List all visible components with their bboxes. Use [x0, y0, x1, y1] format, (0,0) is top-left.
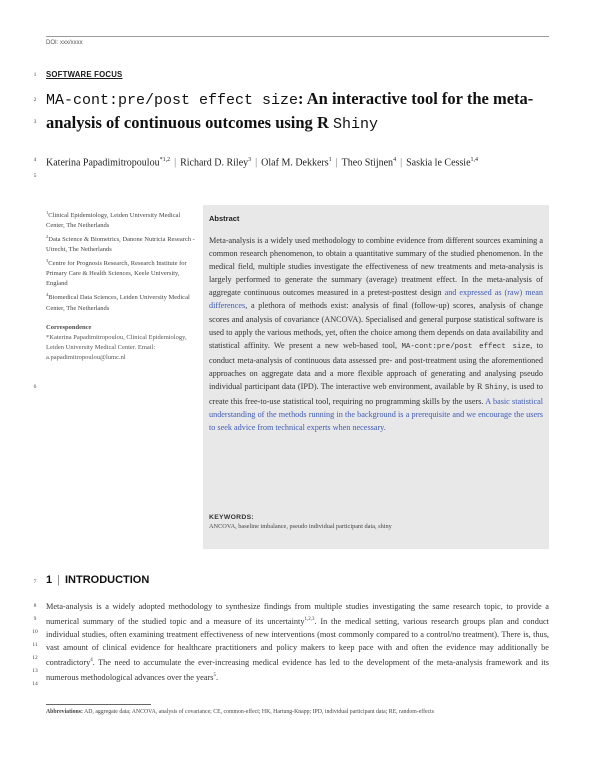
citation: 4: [90, 658, 93, 664]
correspondence-text: *Katerina Papadimitropoulou, Clinical Epidemiology, Leiden University Medical Center. Email: a.papadimitropoulou@lumc.nl: [46, 333, 187, 361]
line-number: 6: [33, 384, 37, 390]
author-affiliation-sup: *1,2: [159, 157, 171, 163]
affiliation: $^1$Clinical Epidemiology, Leiden University Medical Center, The Netherlands: [46, 210, 181, 230]
footnote-rule: [46, 704, 151, 705]
author-name: Katerina Papadimitropoulou: [46, 157, 160, 169]
header-rule: [46, 36, 549, 37]
title-tool-name: MA-cont:pre/post effect size: [46, 92, 299, 109]
line-number: 9: [33, 616, 37, 622]
citation: 5: [213, 673, 216, 678]
author-affiliation-sup: 1,4: [470, 157, 479, 163]
correspondence-heading: Correspondence: [46, 323, 92, 331]
title-text: : An interactive tool for the meta-analysis of continuous outcomes using: [46, 89, 534, 132]
abstract-highlight: A basic statistical understanding of the methods running in the background is a prerequisite and we encourage the users to seek advice from technical experts when necessary.: [209, 397, 543, 433]
keywords-text: ANCOVA, baseline imbalance, pseudo individual participant data, shiny: [209, 523, 392, 530]
article-title: [46, 88, 546, 136]
line-number: 10: [32, 629, 38, 635]
affiliation: $^2$Data Science & Biometrics, Danone Nutricia Research - Utrecht, The Netherlands: [46, 234, 195, 254]
doi-text: DOI: xxx/xxxx: [46, 40, 83, 46]
keywords-heading: KEYWORDS:: [209, 514, 254, 521]
line-number: 13: [32, 668, 38, 674]
abstract-heading: Abstract: [209, 214, 240, 223]
author-list: Katerina Papadimitropoulou$^{*1,2}$ | Richard D. Riley$^3$ | Olaf M. Dekkers$^1$ | Theo Stijnen$^4$ | Saskia le Cessie$^{1,4}$: [46, 157, 479, 169]
line-number: 7: [33, 579, 37, 585]
author-affiliation-sup: 1: [328, 157, 332, 163]
author-name: Theo Stijnen: [341, 157, 394, 169]
line-number: 14: [32, 681, 38, 687]
line-number: 12: [32, 655, 38, 661]
introduction-paragraph: Meta-analysis is a widely adopted methodology to synthesize findings from multiple studies investigating the same research topic, to provide a numerical summary of the studied topic and a measure of its uncertainty$^{1,2,3}$. In the medical setting, various research groups plan and conduct individual studies, often examining treatment effectiveness of new interventions (most commonly compared to a control/no treatment). There is, thus, vast amount of clinical evidence for healthcare practitioners and policy makers to keep pace with and often the evidence may additionally be contradictory$^4$. The need to accumulate the ever-increasing medical evidence has led to the development of the meta-analysis framework and its numerous methodological advances over the years$^5$.: [46, 602, 549, 682]
author-name: Olaf M. Dekkers: [261, 157, 329, 169]
line-number: 8: [33, 603, 37, 609]
abstract-tool-name: MA-cont:pre/post effect size: [401, 342, 531, 351]
line-number: 5: [33, 173, 37, 179]
line-number: 11: [32, 642, 38, 648]
affiliation: $^4$Biomedical Data Sciences, Leiden University Medical Center, The Netherlands: [46, 292, 190, 312]
title-shiny: Shiny: [332, 116, 378, 133]
abstract-text: Meta-analysis is a widely used methodology to combine evidence from different sources examining a common research phenomenon, to obtain a quantitative summary of the studied phenomenon. In the medical field, multiple studies investigate the effectiveness of new treatments and meta-analysis is largely performed to generate the summary (average) treatment effect. In the meta-analysis of aggregate continuous outcomes measured in a pretest-posttest design and expressed as (raw) mean differences, a plethora of methods exist: analysis of final (follow-up) scores, analysis of change scores and analysis of covariance (ANCOVA). Specialised and general purpose statistical software is used to apply the various methods, yet, often the choice among them depends on data availability and statistical affinity. We present a new web-based tool, MA-cont:pre/post effect size, to conduct meta-analysis of continuous data assessed pre- and post-treatment using the aforementioned approaches on aggregate data and a more flexible approach of generating and analysing pseudo individual participant data (IPD). The interactive web environment, available by R Shiny, is used to create this free-to-use statistical tool, requiring no programming skills by the users. A basic statistical understanding of the methods running in the background is a prerequisite and we encourage the users to seek advice from technical experts when necessary.: [209, 236, 544, 433]
author-affiliation-sup: 4: [393, 157, 397, 163]
line-number: 4: [33, 157, 37, 163]
citation: 1,2,3: [304, 617, 315, 623]
abbreviations-footnote: Abbreviations: AD, aggregate data; ANCOVA, analysis of covariance; CE, common-effect; HK, Hartung-Knapp; IPD, individual participant data; RE, random-effects: [46, 709, 435, 715]
author-name: Saskia le Cessie: [406, 157, 471, 169]
section-heading-introduction: 1 | INTRODUCTION: [46, 574, 150, 586]
author-affiliation-sup: 3: [248, 157, 252, 163]
abstract-highlight: and expressed as (raw) mean differences: [209, 288, 543, 311]
affiliations-block: [46, 208, 198, 363]
affiliation: $^3$Centre for Prognosis Research, Research Institute for Primary Care & Health Sciences, Keele University, England: [46, 258, 187, 288]
article-category: SOFTWARE FOCUS: [46, 70, 123, 79]
title-r: R: [316, 113, 329, 132]
author-name: Richard D. Riley: [180, 157, 249, 169]
line-number: 2: [33, 97, 37, 103]
line-number: 3: [33, 119, 37, 125]
line-number: 1: [33, 72, 37, 78]
